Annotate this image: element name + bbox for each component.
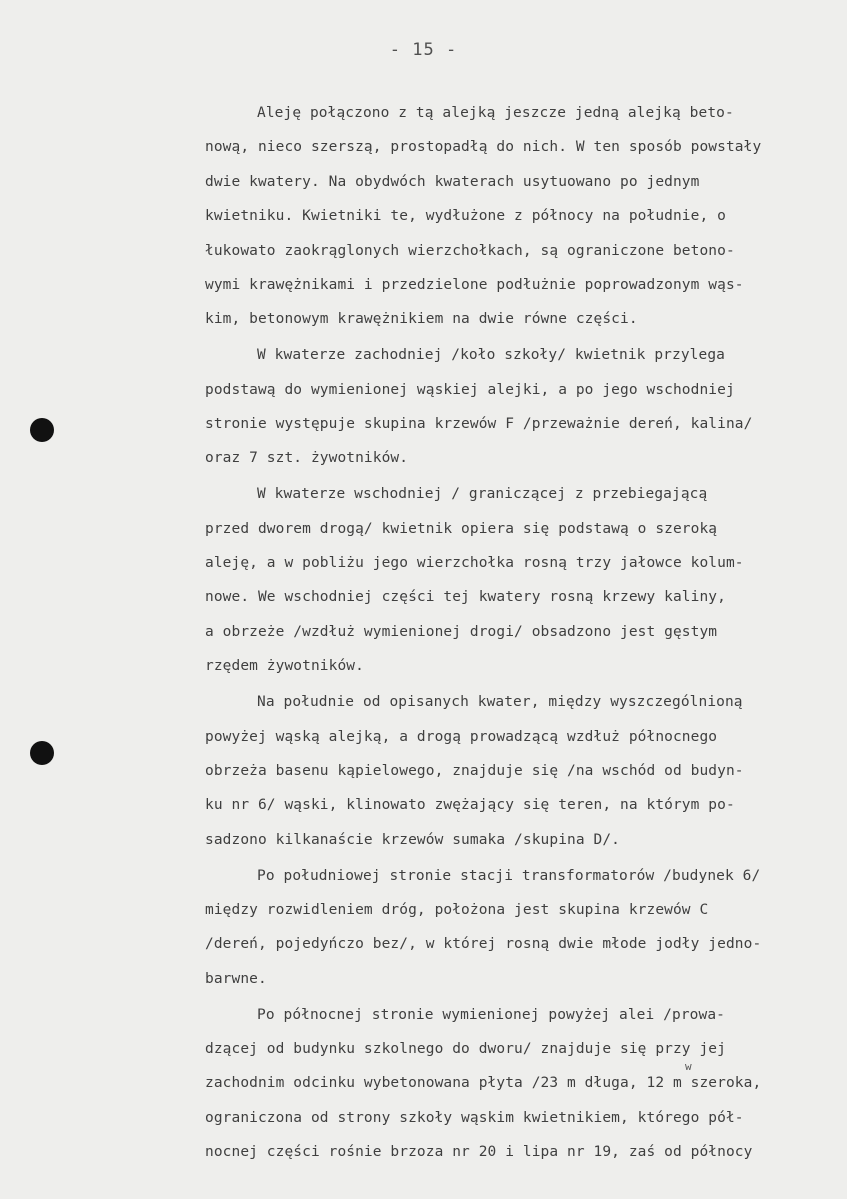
- text-line: nową, nieco szerszą, prostopadłą do nich. W ten sposób powstały: [205, 139, 762, 156]
- text-line: oraz 7 szt. żywotników.: [205, 450, 409, 467]
- text-line: kim, betonowym krawężnikiem na dwie równe części.: [205, 311, 638, 328]
- text-line: barwne.: [205, 970, 267, 987]
- paragraph: [205, 685, 845, 857]
- text-line: obrzeża basenu kąpielowego, znajduje się /na wschód od budyn-: [205, 762, 744, 779]
- text-line: Po północnej stronie wymienionej powyżej alei /prowa-: [257, 1006, 725, 1023]
- punch-hole-lower: [30, 741, 54, 765]
- text-line: kwietniku. Kwietniki te, wydłużone z północy na południe, o: [205, 208, 726, 225]
- text-line: łukowato zaokrąglonych wierzchołkach, są ograniczone betono-: [205, 242, 735, 259]
- text-line: powyżej wąską alejką, a drogą prowadzącą wzdłuż północnego: [205, 728, 718, 745]
- paragraph: [205, 338, 845, 476]
- paragraph: [205, 96, 845, 337]
- text-line: ograniczona od strony szkoły wąskim kwietnikiem, którego pół-: [205, 1109, 744, 1126]
- text-line: zachodnim odcinku wybetonowana płyta /23 m długa, 12 m szeroka,: [205, 1075, 762, 1092]
- text-line: między rozwidleniem dróg, położona jest skupina krzewów C: [205, 901, 709, 918]
- text-line: W kwaterze zachodniej /koło szkoły/ kwietnik przylega: [257, 347, 725, 364]
- text-line: aleję, a w pobliżu jego wierzchołka rosną trzy jałowce kolum-: [205, 555, 744, 572]
- text-line: Na południe od opisanych kwater, między wyszczególnioną: [257, 694, 743, 711]
- paragraph: [205, 998, 845, 1170]
- text-line: podstawą do wymienionej wąskiej alejki, a po jego wschodniej: [205, 381, 735, 398]
- paragraph: [205, 859, 845, 997]
- text-line: Po południowej stronie stacji transformatorów /budynek 6/: [257, 867, 761, 884]
- text-line: ku nr 6/ wąski, klinowato zwężający się teren, na którym po-: [205, 797, 735, 814]
- text-line: wymi krawężnikami i przedzielone podłużnie poprowadzonym wąs-: [205, 276, 744, 293]
- text-line: /dereń, pojedyńczo bez/, w której rosną dwie młode jodły jedno-: [205, 936, 762, 953]
- text-line: stronie występuje skupina krzewów F /przeważnie dereń, kalina/: [205, 416, 753, 433]
- text-line: Aleję połączono z tą alejką jeszcze jedną alejką beto-: [257, 105, 734, 121]
- text-line: nocnej części rośnie brzoza nr 20 i lipa nr 19, zaś od północy: [205, 1144, 753, 1161]
- page-number: - 15 -: [389, 40, 458, 60]
- typewritten-text: [205, 96, 845, 1170]
- punch-hole-upper: [30, 418, 54, 442]
- text-line: nowe. We wschodniej części tej kwatery rosną krzewy kaliny,: [205, 589, 726, 606]
- paragraph: [205, 477, 845, 683]
- text-line: rzędem żywotników.: [205, 658, 364, 675]
- text-line: przed dworem drogą/ kwietnik opiera się podstawą o szeroką: [205, 520, 718, 537]
- handwritten-insertion-mark: w: [685, 1060, 692, 1073]
- text-line: sadzono kilkanaście krzewów sumaka /skupina D/.: [205, 831, 620, 848]
- text-line: dwie kwatery. Na obydwóch kwaterach usytuowano po jednym: [205, 173, 700, 190]
- text-line: dzącej od budynku szkolnego do dworu/ znajduje się przy jej: [205, 1041, 726, 1058]
- text-line: a obrzeże /wzdłuż wymienionej drogi/ obsadzono jest gęstym: [205, 623, 718, 640]
- text-line: W kwaterze wschodniej / graniczącej z przebiegającą: [257, 486, 708, 503]
